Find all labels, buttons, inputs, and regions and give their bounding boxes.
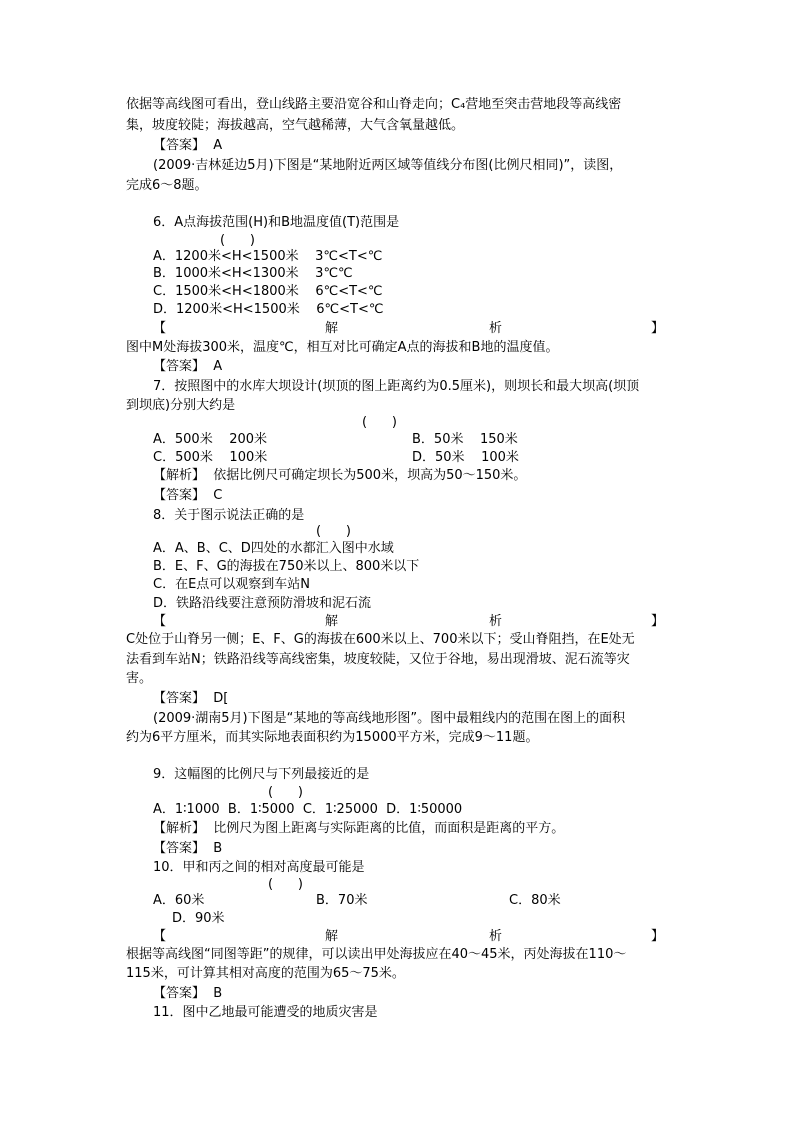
jiexi-bracket-left: 【 bbox=[153, 929, 167, 944]
question-stem: 到坝底)分别大约是 bbox=[126, 398, 236, 413]
option-item: D．90米 bbox=[172, 911, 225, 926]
answer-paren: ( ) bbox=[268, 877, 303, 892]
question-stem: 6．A点海拔范围(H)和B地温度值(T)范围是 bbox=[153, 215, 400, 230]
context-text-line: (2009·湖南5月)下图是“某地的等高线地形图”。图中最粗线内的范围在图上的面积 bbox=[153, 711, 626, 726]
context-text-line: 完成6～8题。 bbox=[126, 178, 208, 193]
answer-paren: ( ) bbox=[362, 415, 397, 430]
jiexi-bracket-right: 】 bbox=[650, 929, 664, 944]
option-item: A．A、B、C、D四处的水都汇入图中水域 bbox=[153, 541, 394, 556]
explanation-line: 法看到车站N；铁路沿线等高线密集，坡度较陡，又位于谷地，易出现滑坡、泥石流等灾 bbox=[126, 652, 630, 667]
option-item: A．60米 bbox=[153, 893, 205, 908]
explanation-line: 图中M处海拔300米，温度℃，相互对比可确定A点的海拔和B地的温度值。 bbox=[126, 340, 559, 355]
jiexi-bracket-left: 【 bbox=[153, 321, 167, 336]
option-item: C．80米 bbox=[509, 893, 561, 908]
option-item: D．50米 100米 bbox=[412, 450, 519, 465]
option-item: A．500米 200米 bbox=[153, 432, 268, 447]
question-stem: 9．这幅图的比例尺与下列最接近的是 bbox=[153, 767, 370, 782]
option-item: A．1∶1000 B．1∶5000 C．1∶25000 D．1∶50000 bbox=[153, 802, 463, 817]
jiexi-label bbox=[153, 928, 664, 946]
jiexi-char: 解 bbox=[325, 614, 339, 629]
intro-text-line: 依据等高线图可看出，登山线路主要沿宽谷和山脊走向；C₄营地至突击营地段等高线密 bbox=[126, 97, 622, 112]
explanation-line: 根据等高线图“同图等距”的规律，可以读出甲处海拔应在40～45米，丙处海拔在110～ bbox=[126, 947, 627, 962]
explanation-line: 115米，可计算其相对高度的范围为65～75米。 bbox=[126, 966, 405, 981]
option-item: C．500米 100米 bbox=[153, 450, 268, 465]
option-item: B．1000米<H<1300米 3℃℃ bbox=[153, 266, 353, 281]
question-stem: 11．图中乙地最可能遭受的地质灾害是 bbox=[153, 1005, 378, 1020]
jiexi-char: 解 bbox=[325, 929, 339, 944]
explanation-line: 害。 bbox=[126, 671, 153, 686]
answer-line: 【答案】 A bbox=[153, 359, 223, 374]
jiexi-bracket-left: 【 bbox=[153, 614, 167, 629]
option-item: C．1500米<H<1800米 6℃<T<℃ bbox=[153, 284, 383, 299]
intro-text-line: 集，坡度较陡；海拔越高，空气越稀薄，大气含氧量越低。 bbox=[126, 118, 465, 133]
answer-line: 【答案】 D[ bbox=[153, 691, 229, 706]
question-stem: 8．关于图示说法正确的是 bbox=[153, 508, 305, 523]
explanation-line: 【解析】 比例尺为图上距离与实际距离的比值，而面积是距离的平方。 bbox=[153, 821, 565, 836]
jiexi-char: 析 bbox=[489, 929, 503, 944]
option-item: B．E、F、G的海拔在750米以上、800米以下 bbox=[153, 559, 420, 574]
option-item: D．1200米<H<1500米 6℃<T<℃ bbox=[153, 302, 384, 317]
explanation-line: 【解析】 依据比例尺可确定坝长为500米，坝高为50～150米。 bbox=[153, 468, 527, 483]
jiexi-char: 析 bbox=[489, 614, 503, 629]
explanation-line: C处位于山脊另一侧；E、F、G的海拔在600米以上、700米以下；受山脊阻挡，在E处无 bbox=[126, 632, 635, 647]
answer-paren: ( ) bbox=[220, 233, 255, 248]
option-item: B．50米 150米 bbox=[412, 432, 518, 447]
option-item: C．在E点可以观察到车站N bbox=[153, 577, 311, 592]
option-item: A．1200米<H<1500米 3℃<T<℃ bbox=[153, 249, 383, 264]
answer-paren: ( ) bbox=[268, 785, 303, 800]
answer-line: 【答案】 C bbox=[153, 488, 223, 503]
answer-line: 【答案】 B bbox=[153, 986, 223, 1001]
question-stem: 7．按照图中的水库大坝设计(坝顶的图上距离约为0.5厘米)，则坝长和最大坝高(坝顶 bbox=[153, 379, 640, 394]
jiexi-label bbox=[153, 613, 664, 631]
option-item: D．铁路沿线要注意预防滑坡和泥石流 bbox=[153, 596, 372, 611]
jiexi-bracket-right: 】 bbox=[650, 614, 664, 629]
question-stem: 10．甲和丙之间的相对高度最可能是 bbox=[153, 860, 365, 875]
option-item: B．70米 bbox=[316, 893, 368, 908]
jiexi-label bbox=[153, 320, 664, 338]
answer-line: 【答案】 B bbox=[153, 841, 223, 856]
jiexi-char: 解 bbox=[325, 321, 339, 336]
answer-line: 【答案】 A bbox=[153, 138, 223, 153]
context-text-line: 约为6平方厘米，而其实际地表面积约为15000平方米，完成9～11题。 bbox=[126, 730, 539, 745]
jiexi-char: 析 bbox=[489, 321, 503, 336]
context-text-line: (2009·吉林延边5月)下图是“某地附近两区域等值线分布图(比例尺相同)”，读图， bbox=[153, 158, 623, 173]
jiexi-bracket-right: 】 bbox=[650, 321, 664, 336]
answer-paren: ( ) bbox=[316, 524, 351, 539]
